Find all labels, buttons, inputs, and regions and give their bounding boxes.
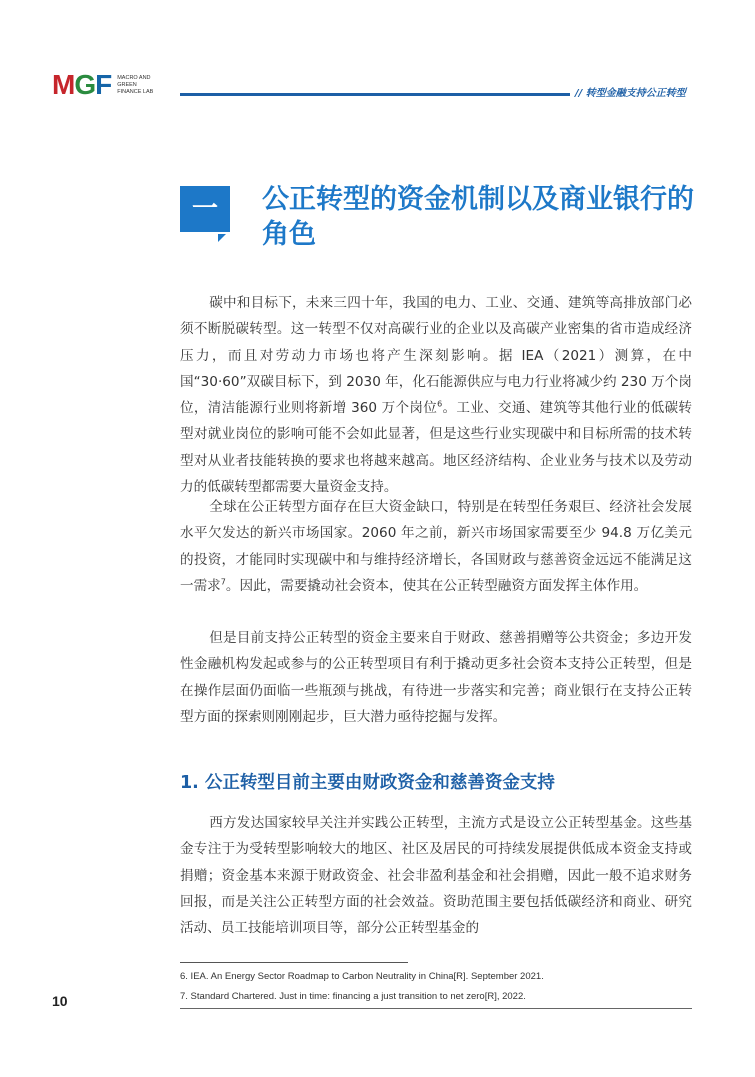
mgf-logo: [52, 70, 153, 100]
body-paragraph: [180, 810, 692, 941]
paragraph-text: 全球在公正转型方面存在巨大资金缺口，特别是在转型任务艰巨、经济社会发展水平欠发达的新兴市场国家。2060 年之前，新兴市场国家需要至少 94.8 万亿美元的投资，才能同时实现碳中和与维持经济增长，各国财政与慈善资金远远不能满足这一需求: [180, 499, 692, 594]
logo-subtitle: [117, 75, 153, 96]
header-rule: [180, 93, 570, 96]
footnote: 6. IEA. An Energy Sector Roadmap to Carbon Neutrality in China[R]. September 2021.: [180, 971, 544, 982]
footnote-ref[interactable]: 7: [220, 577, 226, 587]
body-paragraph: [180, 625, 692, 730]
subsection-title: 1. 公正转型目前主要由财政资金和慈善资金支持: [180, 773, 555, 793]
paragraph-text: 但是目前支持公正转型的资金主要来自于财政、慈善捐赠等公共资金；多边开发性金融机构发起或参与的公正转型项目有利于撬动更多社会资本支持公正转型，但是在操作层面仍面临一些瓶颈与挑战，有待进一步落实和完善；商业银行在支持公正转型方面的探索则刚刚起步，巨大潜力亟待挖掘与发挥。: [180, 630, 692, 725]
section-tag: // 转型金融支持公正转型: [575, 88, 686, 99]
footnote-ref[interactable]: 6: [437, 399, 443, 409]
footnote-divider: [180, 962, 408, 963]
paragraph-text: 碳中和目标下，未来三四十年，我国的电力、工业、交通、建筑等高排放部门必须不断脱碳转型。这一转型不仅对高碳行业的企业以及高碳产业密集的省市造成经济压力，而且对劳动力市场也将产生深刻影响。据 IEA（2021）测算，在中国“30·60”双碳目标下，到 2030 年，化石能源供应与电力行业将减少约 230 万个岗位，清洁能源行业则将新增 360 万个岗位: [180, 295, 692, 417]
logo-mark: MGF: [52, 69, 112, 100]
body-paragraph: [180, 290, 692, 500]
logo-sub-line: FINANCE LAB: [117, 88, 154, 95]
page-number: 10: [52, 993, 68, 1009]
logo-sub-line: GREEN: [117, 81, 137, 88]
paragraph-text: 西方发达国家较早关注并实践公正转型，主流方式是设立公正转型基金。这些基金专注于为受转型影响较大的地区、社区及居民的可持续发展提供低成本资金支持或捐赠；资金基本来源于财政资金、社会非盈利基金和社会捐赠，因此一般不追求财务回报，而是关注公正转型方面的社会效益。资助范围主要包括低碳经济和商业、研究活动、员工技能培训项目等，部分公正转型基金的: [180, 815, 692, 937]
footnote: 7. Standard Chartered. Just in time: financing a just transition to net zero[R], 2022.: [180, 991, 526, 1002]
section-title: 公正转型的资金机制以及商业银行的角色: [262, 184, 694, 250]
section-box-corner: [218, 234, 226, 242]
paragraph-text: 。工业、交通、建筑等其他行业的低碳转型对就业岗位的影响可能不会如此显著，但是这些行业实现碳中和目标所需的技术转型对从业者技能转换的要求也将越来越高。地区经济结构、企业业务与技术以及劳动力的低碳转型都需要大量资金支持。: [180, 400, 692, 496]
body-paragraph: [180, 494, 692, 599]
footer-rule: [180, 1008, 692, 1009]
section-number: 一: [191, 194, 218, 224]
section-number-box: [180, 186, 230, 232]
logo-sub-line: MACRO AND: [117, 74, 151, 81]
paragraph-text: 。因此，需要撬动社会资本，使其在公正转型融资方面发挥主体作用。: [225, 577, 648, 594]
